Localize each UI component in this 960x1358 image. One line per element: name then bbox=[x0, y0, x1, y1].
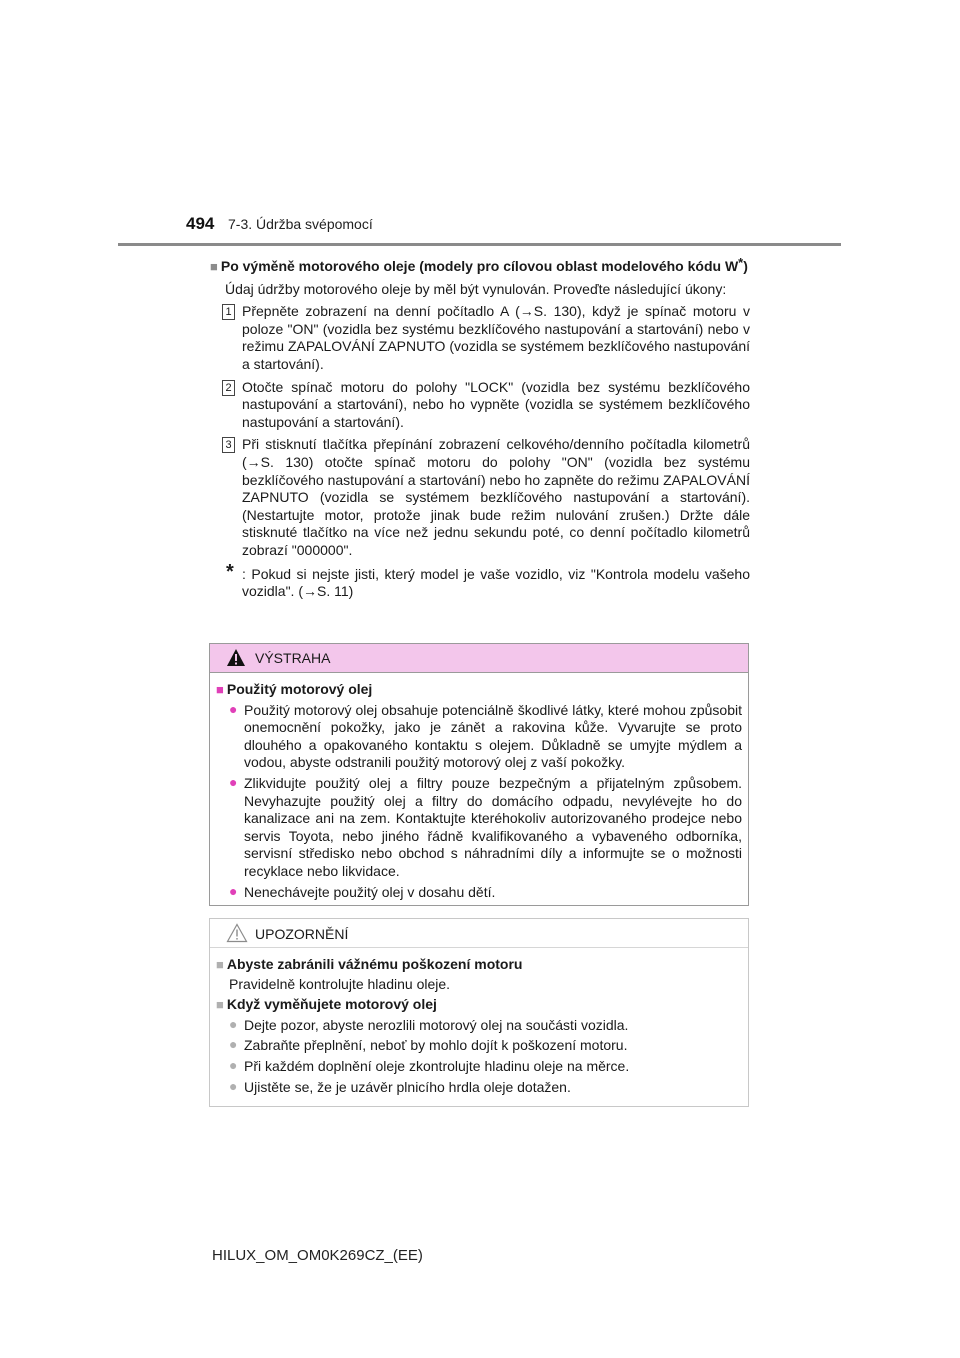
section-heading: ■ Po výměně motorového oleje (modely pro cílovou oblast modelového kódu W*) bbox=[210, 255, 748, 274]
main-content bbox=[210, 254, 750, 601]
footnote-text: : Pokud si nejste jisti, který model je vaše vozidlo, viz "Kontrola modelu vašeho vozidla". (→S. 11) bbox=[242, 565, 750, 600]
page-number: 494 bbox=[186, 214, 215, 233]
circle-bullet-icon: ● bbox=[229, 882, 238, 899]
step-number: 1 bbox=[222, 304, 235, 320]
warning-triangle-icon bbox=[226, 648, 246, 667]
warning-box bbox=[209, 643, 749, 906]
footnote-star: * bbox=[226, 560, 234, 583]
step-text: Otočte spínač motoru do polohy "LOCK" (vozidla bez systému bezklíčového nastupování a startování), nebo ho vypněte (vozidla se systémem bezklíčového nastupování a startování). bbox=[242, 378, 750, 430]
caution-subheading: ■ Když vyměňujete motorový olej bbox=[216, 996, 437, 1013]
section-title: 7-3. Údržba svépomocí bbox=[228, 216, 373, 232]
circle-bullet-icon: ● bbox=[229, 1056, 238, 1073]
page-header bbox=[186, 214, 373, 234]
step-number: 3 bbox=[222, 437, 235, 453]
warning-subheading: ■ Použitý motorový olej bbox=[216, 681, 373, 697]
circle-bullet-icon: ● bbox=[229, 1077, 238, 1094]
step-number: 2 bbox=[222, 380, 235, 396]
list-item: ● Při každém doplnění oleje zkontrolujte hladinu oleje na měrce. bbox=[229, 1056, 630, 1074]
list-item: ● Zlikvidujte použitý olej a filtry pouze bezpečným a přijatelným způsobem. Nevyhazujte použitý olej a filtry do domácího odpadu, nevylévejte ho do kanalizace ani na zem. Kontaktujte kteréhokoliv autorizovaného prodejce nebo servis Toyota, nebo jiného řádně kvalifikovaného a vybaveného odborníka, servisní středisko nebo obchod s náhradními díly a informujte se o možnosti recyklace nebo likvidace. bbox=[229, 773, 742, 879]
caution-text: Pravidelně kontrolujte hladinu oleje. bbox=[229, 975, 451, 992]
step-item bbox=[210, 379, 750, 432]
document-code: HILUX_OM_OM0K269CZ_(EE) bbox=[212, 1247, 423, 1264]
square-bullet-icon: ■ bbox=[210, 259, 218, 274]
warning-title: VÝSTRAHA bbox=[255, 650, 331, 666]
caution-title: UPOZORNĚNÍ bbox=[255, 926, 349, 942]
caution-triangle-icon bbox=[226, 923, 248, 943]
square-bullet-icon: ■ bbox=[216, 997, 224, 1013]
list-item: ● Použitý motorový olej obsahuje potenciálně škodlivé látky, které mohou způsobit onemocnění pokožky, jako je zánět a rakovina kůže. Vyvarujte se proto dlouhého a opakovaného kontaktu s olejem. Důkladně se umyjte mýdlem a vodou, abyste odstranili použitý motorový olej z vaší pokožky. bbox=[229, 700, 742, 771]
header-divider bbox=[118, 243, 841, 246]
intro-text: Údaj údržby motorového oleje by měl být vynulován. Proveďte následující úkony: bbox=[225, 280, 727, 297]
footnote bbox=[210, 560, 750, 601]
circle-bullet-icon: ● bbox=[229, 773, 238, 790]
circle-bullet-icon: ● bbox=[229, 1015, 238, 1032]
step-text: Přepněte zobrazení na denní počítadlo A (→S. 130), když je spínač motoru v poloze "ON" (vozidla bez systému bezklíčového nastupování a startování) nebo v režimu ZAPALOVÁNÍ ZAPNUTO (vozidla se systémem bezklíčového nastupování a startování). bbox=[242, 303, 750, 372]
caution-box bbox=[209, 918, 749, 1107]
step-text: Při stisknutí tlačítka přepínání zobrazení celkového/denního počítadla kilometrů (→S. 130) otočte spínač motoru do polohy "ON" (vozidla bez systému bezklíčového nastupování a startování) nebo ho zapněte do režimu ZAPALOVÁNÍ ZAPNUTO (vozidla se systémem bezklíčového nastupování a startování). (Nestartujte motor, protože jinak bude režim nulování zrušen.) Držte dále stisknuté tlačítko na více než jednu sekundu poté, co denní počítadlo kilometrů zobrazí "000000". bbox=[242, 436, 750, 558]
square-bullet-icon: ■ bbox=[216, 682, 224, 697]
caution-subheading: ■ Abyste zabránili vážnému poškození motoru bbox=[216, 956, 523, 972]
square-bullet-icon: ■ bbox=[216, 957, 224, 972]
list-item: ● Ujistěte se, že je uzávěr plnicího hrdla oleje dotažen. bbox=[229, 1077, 571, 1095]
circle-bullet-icon: ● bbox=[229, 1036, 238, 1053]
circle-bullet-icon: ● bbox=[229, 700, 238, 717]
list-item: ● Dejte pozor, abyste nerozlili motorový olej na součásti vozidla. bbox=[229, 1015, 629, 1033]
step-item bbox=[210, 436, 750, 559]
list-item: ● Nenechávejte použitý olej v dosahu dětí. bbox=[229, 882, 496, 900]
list-item: ● Zabraňte přeplnění, neboť by mohlo dojít k poškození motoru. bbox=[229, 1036, 628, 1054]
caution-header bbox=[210, 919, 748, 948]
warning-header bbox=[210, 644, 748, 673]
step-item bbox=[210, 303, 750, 373]
